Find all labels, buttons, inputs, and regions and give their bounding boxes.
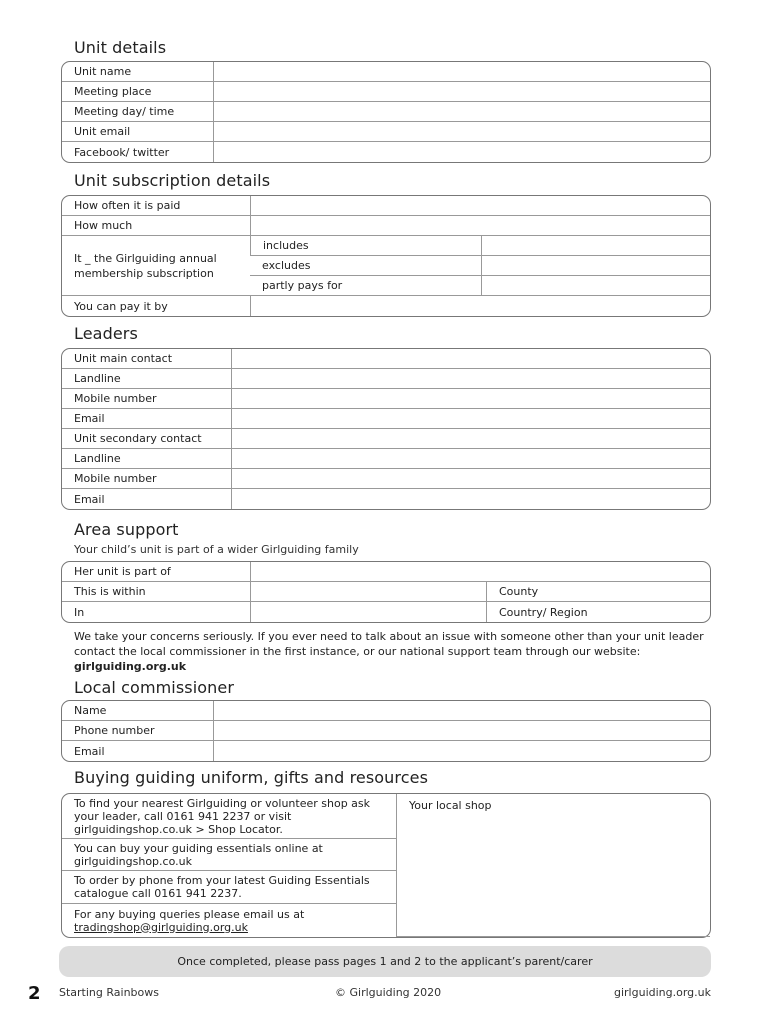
unit-details-table [61,61,711,163]
area-table [61,561,711,623]
table-row [62,102,710,122]
order-phone-text: To order by phone from your latest Guiding Essentials catalogue call 0161 941 2237. [62,871,396,904]
landline-label: Landline [62,369,231,389]
name-field[interactable] [213,701,710,721]
table-row [62,602,710,622]
queries-text [62,904,396,937]
within-label: This is within [62,582,250,602]
part-of-label: Her unit is part of [62,562,250,582]
facebook-label: Facebook/ twitter [74,145,170,159]
table-row [62,349,710,369]
pay-by-label: You can pay it by [74,299,168,313]
meeting-time-field[interactable] [213,102,710,122]
table-row [62,296,710,316]
table-row [62,82,710,102]
website-link[interactable]: girlguiding.org.uk [74,660,187,673]
county-label: County [486,582,710,602]
option-excludes: excludes [250,256,481,276]
buy-online-text: You can buy your guiding essentials online at girlguidingshop.co.uk [62,839,396,871]
uniform-heading: Buying guiding uniform, gifts and resources [74,768,429,787]
table-row [62,449,710,469]
footer-copyright: © Girlguiding 2020 [335,986,442,999]
how-much-label: How much [62,216,250,236]
table-row [62,582,710,602]
leaders-table [61,348,711,510]
commissioner-email-field[interactable] [213,741,710,761]
unit-details-heading: Unit details [74,38,167,57]
part-of-field[interactable] [250,562,710,582]
find-shop-text: To find your nearest Girlguiding or volunteer shop ask your leader, call 0161 941 2237 or visit girlguidingshop.co.uk > Shop Locator. [62,794,396,839]
landline-2-label: Landline [62,449,231,469]
unit-email-label: Unit email [62,122,213,142]
leaders-heading: Leaders [74,324,138,343]
phone-label: Phone number [62,721,213,741]
table-row [62,62,710,82]
table-row [62,369,710,389]
table-row [62,794,710,839]
completion-notice: Once completed, please pass pages 1 and 2 to the applicant’s parent/carer [59,946,711,977]
email-2-label: Email [74,492,105,506]
table-row [62,196,710,216]
in-label: In [74,605,85,619]
uniform-table [61,793,711,938]
table-row [62,389,710,409]
excludes-field[interactable] [481,256,710,276]
meeting-time-label: Meeting day/ time [62,102,213,122]
mobile-2-field[interactable] [231,469,710,489]
landline-2-field[interactable] [231,449,710,469]
table-row [62,562,710,582]
local-shop-label: Your local shop [409,799,492,812]
country-label: Country/ Region [486,602,710,622]
in-field[interactable] [250,602,486,622]
concerns-paragraph [74,629,704,674]
unit-name-field[interactable] [213,62,710,82]
commissioner-heading: Local commissioner [74,678,235,697]
main-contact-label: Unit main contact [62,349,231,369]
secondary-contact-label: Unit secondary contact [62,429,231,449]
email-field[interactable] [231,409,710,429]
includes-field[interactable] [481,236,710,256]
within-field[interactable] [250,582,486,602]
footer-website: girlguiding.org.uk [614,986,711,999]
table-row [62,122,710,142]
subscription-table [61,195,711,317]
pay-by-field[interactable] [250,296,710,316]
concerns-text: We take your concerns seriously. If you ever need to talk about an issue with someone other than your unit leader contact the local commissioner in the first instance, or our national support team through our website: [74,630,704,658]
mobile-label: Mobile number [62,389,231,409]
option-partly: partly pays for [250,276,481,296]
queries-label: For any buying queries please email us at [74,907,305,921]
mobile-field[interactable] [231,389,710,409]
table-row [62,216,710,236]
partly-field[interactable] [481,276,710,296]
mobile-2-label: Mobile number [62,469,231,489]
table-row [62,142,710,162]
footer-left: Starting Rainbows [59,986,159,999]
page-number: 2 [28,983,41,1004]
facebook-field[interactable] [213,142,710,162]
local-shop-field[interactable] [396,794,710,937]
secondary-contact-field[interactable] [231,429,710,449]
meeting-place-field[interactable] [213,82,710,102]
how-often-field[interactable] [250,196,710,216]
subscription-heading: Unit subscription details [74,171,271,190]
table-row [62,409,710,429]
email-2-field[interactable] [231,489,710,509]
phone-field[interactable] [213,721,710,741]
how-much-field[interactable] [250,216,710,236]
table-row [62,236,710,256]
email-label: Email [62,409,231,429]
area-subtitle: Your child’s unit is part of a wider Girlguiding family [74,543,359,556]
table-row [62,701,710,721]
commissioner-table [61,700,711,762]
unit-name-label: Unit name [62,62,213,82]
table-row [62,429,710,449]
meeting-place-label: Meeting place [62,82,213,102]
commissioner-email-label: Email [74,744,105,758]
unit-email-field[interactable] [213,122,710,142]
how-often-label: How often it is paid [62,196,250,216]
table-row [62,469,710,489]
landline-field[interactable] [231,369,710,389]
it-label: It _ the Girlguiding annual membership subscription [62,236,250,296]
option-includes: includes [250,236,481,256]
main-contact-field[interactable] [231,349,710,369]
table-row [62,741,710,761]
area-support-heading: Area support [74,520,179,539]
table-row [62,721,710,741]
shop-email-link[interactable]: tradingshop@girlguiding.org.uk [74,920,248,934]
table-row [62,489,710,509]
name-label: Name [62,701,213,721]
